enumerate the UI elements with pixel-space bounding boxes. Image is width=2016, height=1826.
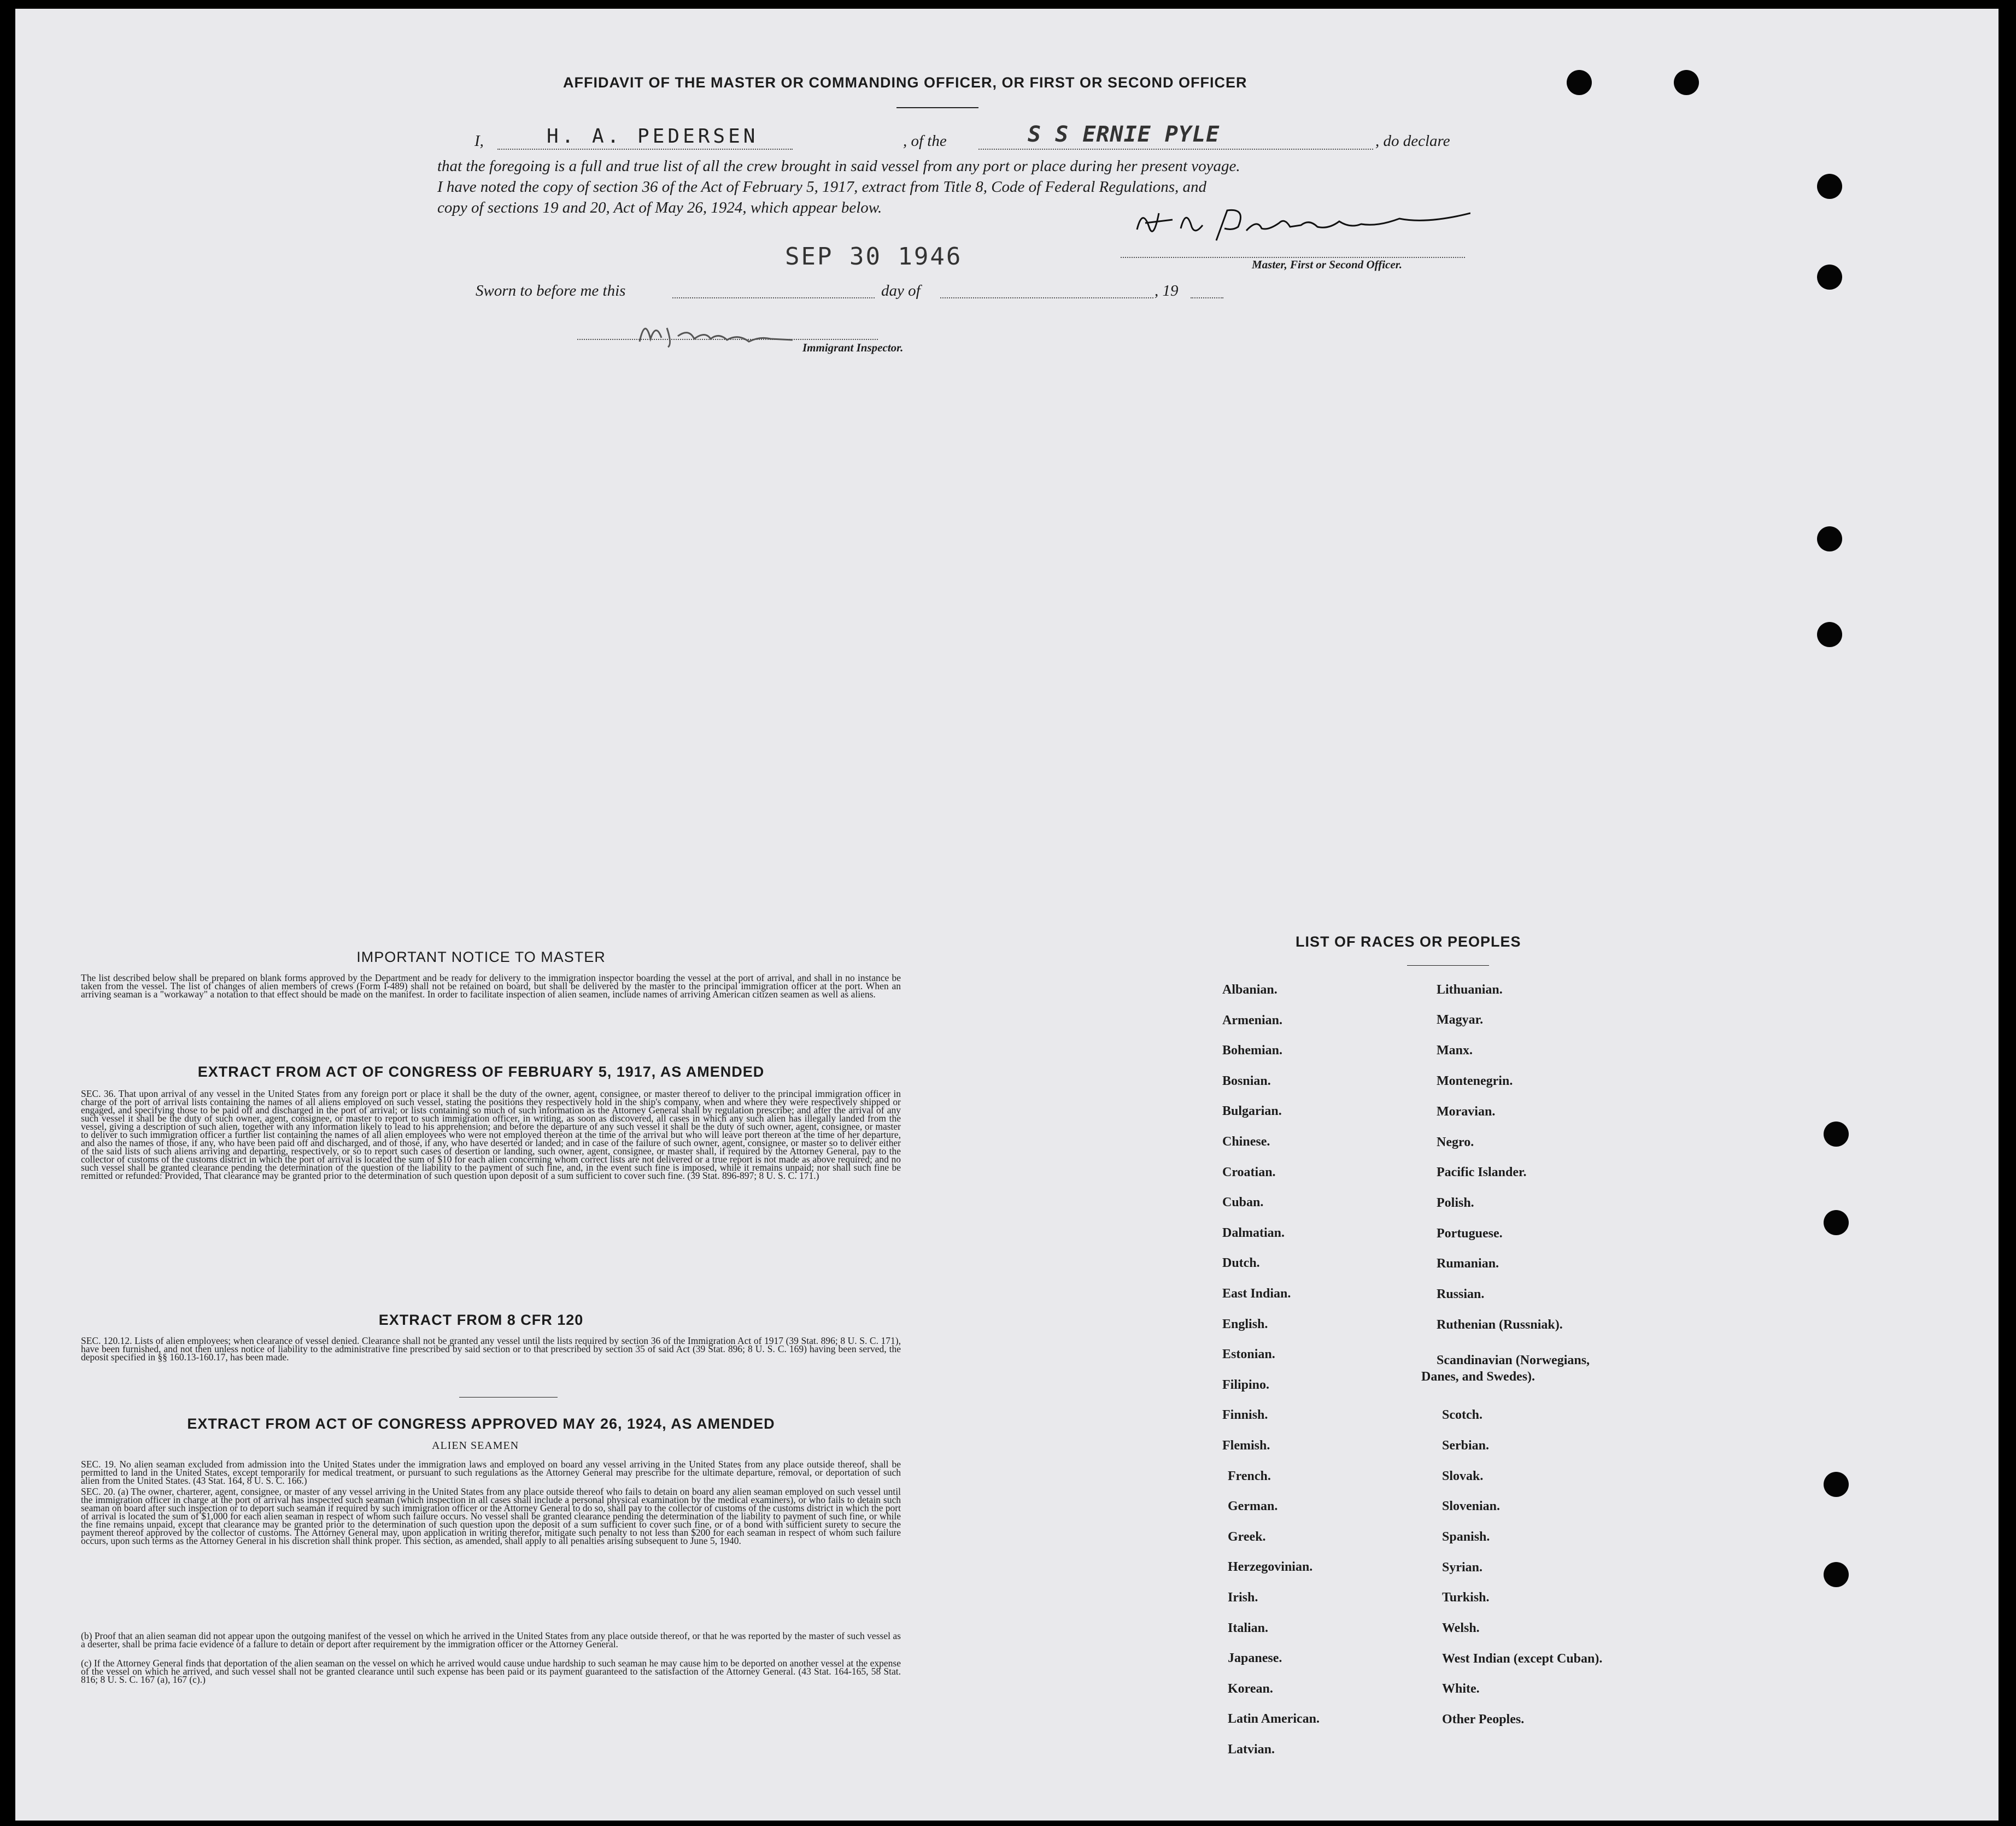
punch-hole (1817, 174, 1842, 199)
race-item: Turkish. (1442, 1590, 1490, 1605)
race-item: Welsh. (1442, 1621, 1480, 1635)
vessel-name: S S ERNIE PYLE (1028, 122, 1220, 147)
day-of-label: day of (881, 282, 921, 300)
race-item: French. (1228, 1469, 1271, 1483)
extract-8cfr-text: SEC. 120.12. Lists of alien employees; when clearance of vessel denied. Clearance shall not be granted any vessel until the lists required by section 36 of the Immigration Act of 1917 (39 Stat. 896; 8 U. S. C. 171), have been furnished, and not then unless notice of liability to the administrative fine prescribed by said section or to that prescribed by section 35 of said Act (39 Stat. 896; 8 U. S. C. 169) having been served, the deposit specified in §§ 160.13-160.17, has been made. (81, 1335, 901, 1363)
race-item: Montenegrin. (1437, 1074, 1513, 1088)
race-item: Herzegovinian. (1228, 1560, 1313, 1575)
race-item: Pacific Islander. (1437, 1165, 1527, 1179)
race-item: Spanish. (1442, 1530, 1490, 1544)
declaration-line-3: I have noted the copy of section 36 of the Act of February 5, 1917, extract from Title 8, Code of Federal Regulations, and (437, 178, 1207, 196)
races-title: LIST OF RACES OR PEOPLES (1296, 933, 1521, 950)
divider (896, 107, 978, 108)
race-item: Croatian. (1222, 1165, 1276, 1179)
race-item: Latin American. (1228, 1712, 1320, 1727)
sworn-year-line (1191, 297, 1223, 298)
sworn-label: Sworn to before me this (476, 282, 626, 300)
do-declare-label: , do declare (1375, 132, 1450, 150)
affidavit-title: AFFIDAVIT OF THE MASTER OR COMMANDING OFFICER, OR FIRST OR SECOND OFFICER (563, 74, 1247, 91)
race-item: Negro. (1437, 1135, 1474, 1149)
race-item: Other Peoples. (1442, 1712, 1525, 1727)
date-stamp: SEP 30 1946 (785, 243, 963, 271)
notice-text: The list described below shall be prepared on blank forms approved by the Department and be ready for delivery to the immigration inspector boarding the vessel at the port of arrival, and shall in no instance be taken from the vessel. The list of changes of alien members of crews (Form I-489) shall not be retained on board, but shall be delivered by the master to the principal immigration officer at the port. When an arriving seaman is a "workaway" a notation to that effect should be made on the manifest. In order to facilitate inspection of alien seamen, include names of arriving American citizen seamen as well as aliens. (81, 972, 901, 1000)
race-item: Bosnian. (1222, 1073, 1271, 1088)
punch-hole (1824, 1210, 1849, 1235)
master-signature (1121, 197, 1470, 257)
inspector-caption: Immigrant Inspector. (802, 341, 904, 354)
race-item: Ruthenian (Russniak). (1437, 1318, 1563, 1332)
race-item: Polish. (1437, 1196, 1474, 1210)
extract-1924-title: EXTRACT FROM ACT OF CONGRESS APPROVED MAY 26, 1924, AS AMENDED (187, 1416, 775, 1432)
race-item: Bulgarian. (1222, 1104, 1282, 1119)
race-item: Manx. (1437, 1043, 1473, 1058)
race-item: Scotch. (1442, 1408, 1482, 1422)
race-item: Moravian. (1437, 1105, 1496, 1119)
race-item: Italian. (1228, 1620, 1269, 1635)
declaration-line-2: that the foregoing is a full and true list of all the crew brought in said vessel from any port or place during her present voyage. (437, 157, 1240, 175)
notice-title: IMPORTANT NOTICE TO MASTER (356, 949, 606, 965)
punch-hole (1824, 1472, 1849, 1497)
alien-seamen-subtitle: ALIEN SEAMEN (432, 1440, 519, 1452)
sworn-line (437, 281, 1465, 305)
race-item: Danes, and Swedes). (1421, 1370, 1536, 1384)
declaration-line-1 (437, 122, 1465, 151)
divider (459, 1397, 558, 1398)
race-item: Armenian. (1222, 1013, 1282, 1028)
race-item: Chinese. (1222, 1135, 1270, 1149)
race-item: Serbian. (1442, 1439, 1490, 1453)
punch-hole (1817, 526, 1842, 551)
extract-1924-sec19: SEC. 19. No alien seaman excluded from admission into the United States under the immigration laws and employed on board any vessel arriving in the United States from any place outside thereof, shall be permitted to land in the United States, except temporarily for medical treatment, or pursuant to such regulations as the Attorney General may prescribe for the ultimate departure, removal, or deportation of such alien from the United States. (43 Stat. 164, 8 U. S. C. 166.) (81, 1459, 901, 1486)
of-the-label: , of the (903, 132, 947, 150)
race-item: Finnish. (1222, 1408, 1268, 1423)
punch-hole (1674, 70, 1699, 95)
punch-hole (1824, 1122, 1849, 1147)
inspector-signature-line (577, 339, 878, 340)
master-signature-caption: Master, First or Second Officer. (1252, 258, 1402, 271)
race-item: Slovenian. (1442, 1499, 1501, 1513)
race-item: German. (1228, 1499, 1278, 1514)
race-item: Syrian. (1442, 1560, 1483, 1575)
race-item: West Indian (except Cuban). (1442, 1652, 1603, 1666)
sworn-day-line (672, 297, 875, 298)
race-item: Scandinavian (Norwegians, (1437, 1353, 1590, 1367)
race-item: Lithuanian. (1437, 983, 1503, 997)
vessel-name-line (978, 149, 1373, 150)
race-item: Korean. (1228, 1681, 1273, 1696)
race-item: Latvian. (1228, 1742, 1275, 1757)
master-name: H. A. PEDERSEN (547, 125, 759, 148)
extract-1924-sec20c: (c) If the Attorney General finds that deportation of the alien seaman on the vessel on which he arrived would cause undue hardship to such seaman he may cause him to be deported on another vessel at the expense of the vessel on which he arrived, and such vessel shall not be granted clearance until such expense has been paid or its payment guaranteed to the satisfaction of the Attorney General. (43 Stat. 164-165, 58 Stat. 816; 8 U. S. C. 167 (a), 167 (c).) (81, 1658, 901, 1685)
race-item: Bohemian. (1222, 1043, 1283, 1058)
declaration-line-4: copy of sections 19 and 20, Act of May 26, 1924, which appear below. (437, 199, 882, 216)
inspector-signature (629, 312, 804, 350)
race-item: Flemish. (1222, 1439, 1270, 1453)
sworn-month-line (940, 297, 1153, 298)
extract-1917-title: EXTRACT FROM ACT OF CONGRESS OF FEBRUARY 5, 1917, AS AMENDED (197, 1064, 765, 1080)
race-item: Irish. (1228, 1590, 1258, 1605)
race-item: Magyar. (1437, 1013, 1484, 1027)
race-item: Rumanian. (1437, 1257, 1499, 1271)
race-item: Slovak. (1442, 1469, 1484, 1483)
extract-8cfr-title: EXTRACT FROM 8 CFR 120 (378, 1312, 584, 1328)
race-item: Dalmatian. (1222, 1225, 1285, 1240)
race-item: Albanian. (1222, 983, 1277, 997)
race-item: East Indian. (1222, 1287, 1291, 1301)
punch-hole (1824, 1562, 1849, 1587)
punch-hole (1817, 265, 1842, 290)
race-item: Japanese. (1228, 1651, 1282, 1666)
punch-hole (1567, 70, 1592, 95)
race-item: Portuguese. (1437, 1226, 1503, 1241)
punch-hole (1817, 622, 1842, 647)
extract-1924-sec20b: (b) Proof that an alien seaman did not appear upon the outgoing manifest of the vessel on which he arrived in the United States from any place outside thereof, or that he was reported by the master of such vessel as a deserter, shall be prima facie evidence of a failure to detain or deport after requirement by the immigration officer or the Attorney General. (81, 1630, 901, 1649)
race-item: Dutch. (1222, 1256, 1260, 1271)
extract-1917-text: SEC. 36. That upon arrival of any vessel in the United States from any foreign port or place it shall be the duty of the owner, agent, consignee, or master thereof to deliver to the principal immigration officer in charge of the port of arrival lists containing the names of all aliens employed on such vessel, stating the positions they respectively hold in the ship's company, when and where they were respectively shipped or engaged, and specifying those to be paid off and discharged in the port of arrival; or lists containing so much of such information as the Attorney General shall by regulation prescribe; and after the arrival of any such vessel it shall be the duty of such owner, agent, consignee, or master to report to such immigration officer, in writing, as soon as discovered, all cases in which any such alien has illegally landed from the vessel, giving a description of such alien, together with any information likely to lead to his apprehension; and before the departure of any such vessel it shall be the duty of such owner, agent, consignee, or master to deliver to such immigration officer a further list containing the names of all alien employees who were not employed thereon at the time of the arrival but who will leave port thereon at the time of her departure, and also the names of those, if any, who have been paid off and discharged, and of those, if any, who have deserted or landed; and in case of the failure of such owner, agent, consignee, or master so to deliver either of the said lists of such aliens arriving and departing, respectively, or so to report such cases of desertion or landing, such owner, agent, consignee, or master shall, if required by the Attorney General, pay to the collector of customs of the customs district in which the port of arrival is located the sum of $10 for each alien concerning whom correct lists are not delivered or a true report is not made as above required; and no such vessel shall be granted clearance pending the determination of the question of the liability to the payment of such fine, and, in the event such fine is imposed, while it remains unpaid; nor shall such fine be remitted or refunded: Provided, That clearance may be granted prior to the determination of such question upon deposit of a sum sufficient to cover such fine. (39 Stat. 896-897; 8 U. S. C. 171.) (81, 1088, 901, 1181)
race-item: Estonian. (1222, 1347, 1275, 1362)
race-item: Greek. (1228, 1529, 1266, 1544)
extract-1924-sec20a: SEC. 20. (a) The owner, charterer, agent, consignee, or master of any vessel arriving in the United States from any place outside thereof who fails to detain on board any alien seaman employed on such vessel until the immigration officer in charge at the port of arrival has inspected such seaman (which inspection in all cases shall include a personal physical examination by the medical examiners), or who fails to detain such seaman on board after such inspection or to deport such seaman if required by such immigration officer or the Attorney General to do so, shall pay to the collector of customs of the customs district in which the port of arrival is located the sum of $1,000 for each alien seaman in respect of whom such failure occurs. No vessel shall be granted clearance pending the determination of the liability to payment of such fine, or while the fine remains unpaid, except that clearance may be granted prior to the determination of such question upon the deposit of a sum sufficient to cover such fine, or of a bond with sufficient surety to secure the payment thereof approved by the collector of customs. The Attorney General may, upon application in writing therefor, mitigate such penalty to not less than $200 for each seaman in respect of whom such failure occurs, upon such terms as the Attorney General in his discretion shall think proper. This section, as amended, shall apply to all penalties arising subsequent to June 5, 1940. (81, 1486, 901, 1546)
race-item: Filipino. (1222, 1377, 1270, 1392)
divider (1407, 965, 1489, 966)
race-item: White. (1442, 1682, 1480, 1696)
race-item: Russian. (1437, 1287, 1485, 1301)
master-name-line (497, 149, 793, 150)
race-item: Cuban. (1222, 1195, 1264, 1210)
i-label: I, (474, 132, 484, 150)
year-label: , 19 (1154, 282, 1179, 300)
race-item: English. (1222, 1317, 1268, 1331)
